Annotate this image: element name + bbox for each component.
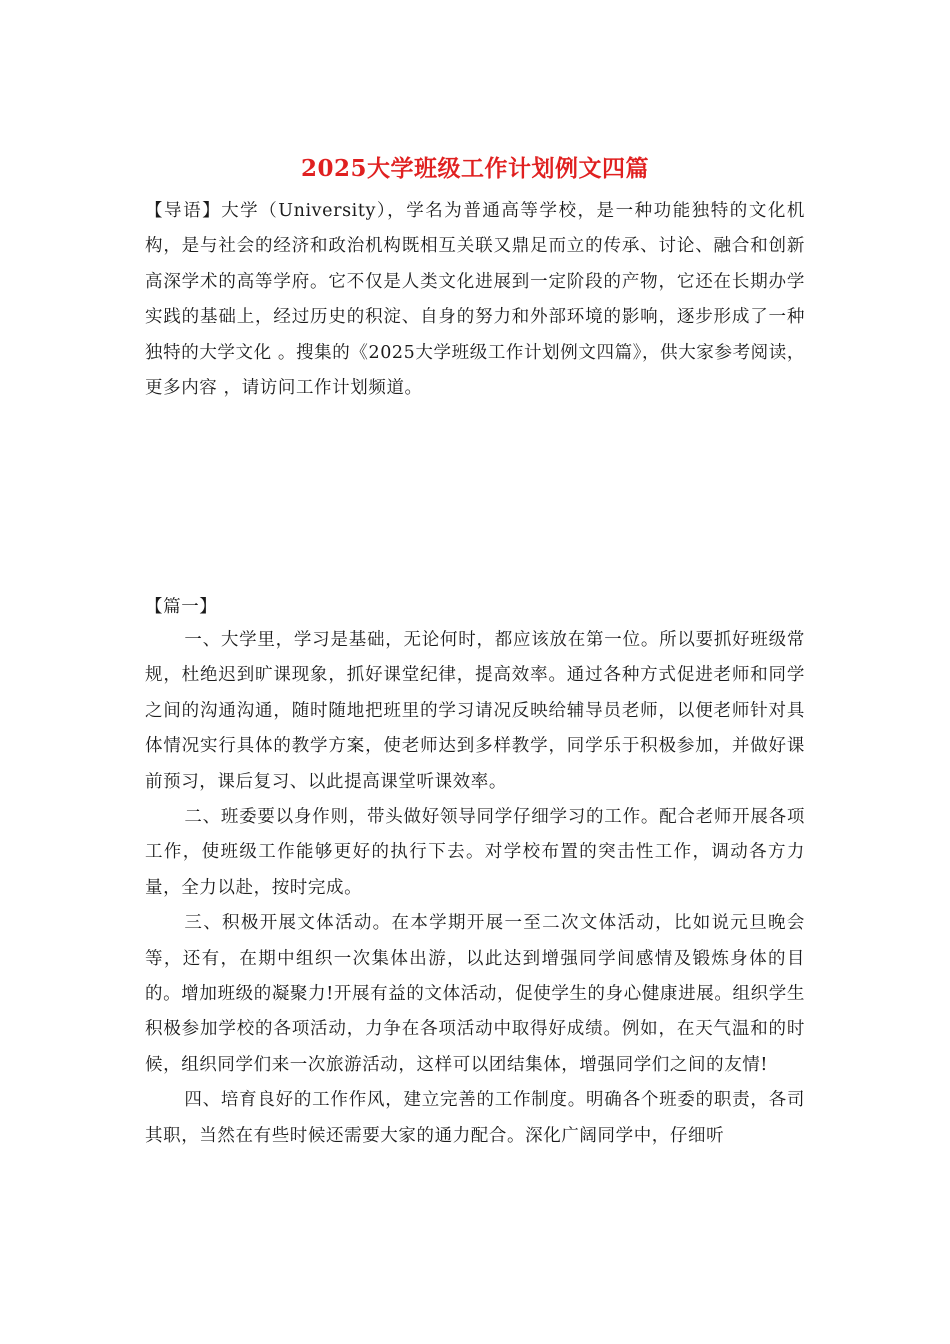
intro-paragraph: 【导语】大学（University），学名为普通高等学校，是一种功能独特的文化机构，是与社会的经济和政治机构既相互关联又鼎足而立的传承、讨论、融合和创新高深学术的高等学府。它不仅是人类文化进展到一定阶段的产物，它还在长期办学实践的基础上，经过历史的积淀、自身的努力和外部环境的影响，逐步形成了一种独特的大学文化 。搜集的《2025大学班级工作计划例文四篇》，供大家参考阅读，更多内容 ，请访问工作计划频道。 [145, 201, 805, 399]
section-heading: 【篇一】 [145, 597, 218, 617]
paragraph: 三、积极开展文体活动。在本学期开展一至二次文体活动，比如说元旦晚会等，还有，在期中组织一次集体出游，以此达到增强同学间感情及锻炼身体的目的。增加班级的凝聚力!开展有益的文体活动，促使学生的身心健康进展。组织学生积极参加学校的各项活动，力争在各项活动中取得好成绩。例如，在天气温和的时候，组织同学们来一次旅游活动，这样可以团结集体，增强同学们之间的友情! [145, 913, 805, 1075]
section-body [145, 623, 805, 1154]
paragraph: 二、班委要以身作则，带头做好领导同学仔细学习的工作。配合老师开展各项工作，使班级工作能够更好的执行下去。对学校布置的突击性工作，调动各方力量，全力以赴，按时完成。 [145, 807, 805, 898]
paragraph: 一、大学里，学习是基础，无论何时，都应该放在第一位。所以要抓好班级常规，杜绝迟到旷课现象，抓好课堂纪律，提高效率。通过各种方式促进老师和同学之间的沟通沟通，随时随地把班里的学习请况反映给辅导员老师，以便老师针对具体情况实行具体的教学方案，使老师达到多样教学，同学乐于积极参加，并做好课前预习，课后复习、以此提高课堂听课效率。 [145, 630, 805, 792]
document-title: 2025大学班级工作计划例文四篇 [300, 155, 649, 182]
paragraph: 四、培育良好的工作作风，建立完善的工作制度。明确各个班委的职责，各司其职，当然在有些时候还需要大家的通力配合。深化广阔同学中，仔细听 [145, 1090, 805, 1146]
